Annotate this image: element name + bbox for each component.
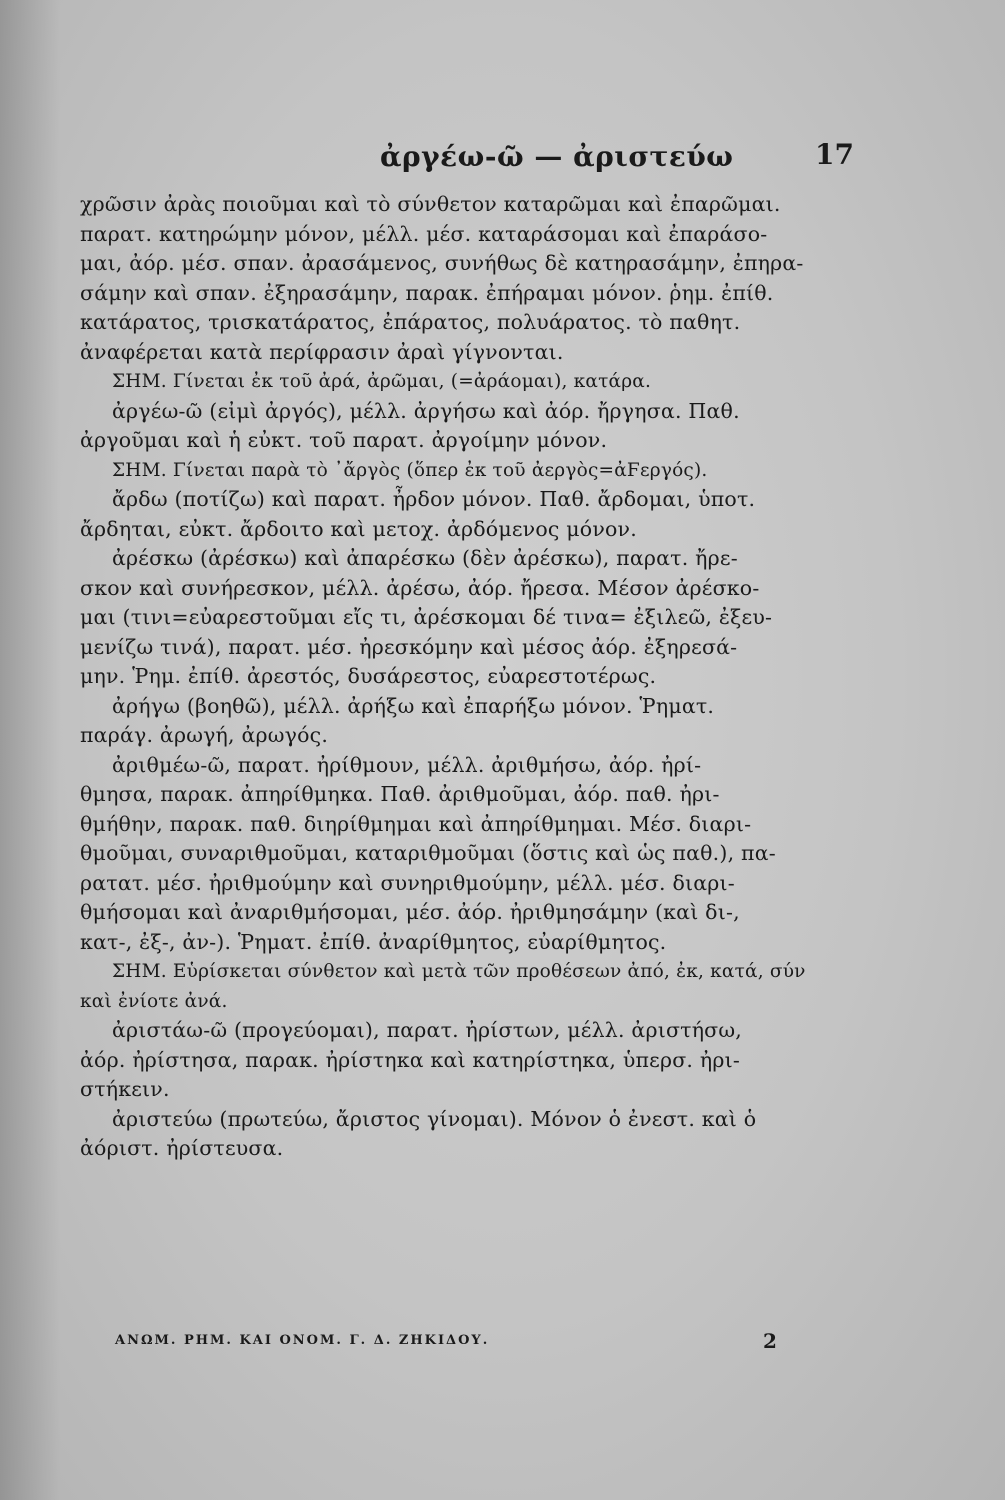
text-line: θμήθην, παρακ. παθ. διηρίθμημαι καὶ ἀπηρίθμημαι. Μέσ. διαρι- bbox=[80, 811, 752, 836]
text-line: μην. Ῥημ. ἐπίθ. ἀρεστός, δυσάρεστος, εὐαρεστοτέρως. bbox=[80, 664, 657, 688]
text-line: ἀόρ. ἠρίστησα, παρακ. ἠρίστηκα καὶ κατηρίστηκα, ὑπερσ. ἠρι- bbox=[80, 1047, 740, 1072]
text-line: ἀναφέρεται κατὰ περίφρασιν ἀραὶ γίγνονται. bbox=[80, 339, 564, 364]
page-header bbox=[80, 140, 880, 176]
text-line: παρατ. κατηρώμην μόνον, μέλλ. μέσ. καταράσομαι καὶ ἐπαράσο- bbox=[80, 221, 768, 246]
text-line: μαι (τινι=εὐαρεστοῦμαι εἴς τι, ἀρέσκομαι δέ τινα= ἐξιλεῶ, ἐξευ- bbox=[80, 605, 773, 629]
note-line: ΣΗΜ. Γίνεται παρὰ τὸ ᾿ἄργὸς (ὅπερ ἐκ τοῦ ἀεργὸς=ἀϜεργός). bbox=[112, 459, 708, 481]
entry-headword-line: ἀριστάω-ῶ (προγεύομαι), παρατ. ἠρίστων, μέλλ. ἀριστήσω, bbox=[112, 1018, 743, 1042]
text-line: παράγ. ἀρωγή, ἀρωγός. bbox=[80, 723, 329, 747]
running-head: ἀργέω-ῶ — ἀριστεύω bbox=[380, 140, 734, 173]
page-footer bbox=[115, 1329, 795, 1357]
note-line: ΣΗΜ. Εὑρίσκεται σύνθετον καὶ μετὰ τῶν προθέσεων ἀπό, ἐκ, κατά, σύν bbox=[112, 961, 806, 982]
text-line: κατ-, ἐξ-, ἀν-). Ῥηματ. ἐπίθ. ἀναρίθμητος, εὐαρίθμητος. bbox=[80, 929, 667, 954]
entry-headword-line: ἀριστεύω (πρωτεύω, ἄριστος γίνομαι). Μόνον ὁ ἐνεστ. καὶ ὁ bbox=[112, 1106, 757, 1131]
signature-mark: 2 bbox=[763, 1329, 777, 1353]
text-line: μαι, ἀόρ. μέσ. σπαν. ἀρασάμενος, συνήθως δὲ κατηρασάμην, ἐπηρα- bbox=[80, 251, 804, 275]
text-line: κατάρατος, τρισκατάρατος, ἐπάρατος, πολυάρατος. τὸ παθητ. bbox=[80, 310, 741, 334]
text-line: σκον καὶ συνήρεσκον, μέλλ. ἀρέσω, ἀόρ. ἤρεσα. Μέσον ἀρέσκο- bbox=[80, 575, 760, 600]
note-line: ΣΗΜ. Γίνεται ἐκ τοῦ ἀρά, ἀρῶμαι, (=ἀράομαι), κατάρα. bbox=[112, 371, 652, 392]
page-edge-shadow bbox=[0, 0, 60, 1500]
dictionary-text bbox=[80, 190, 850, 1164]
text-line: μενίζω τινά), παρατ. μέσ. ἠρεσκόμην καὶ μέσος ἀόρ. ἐξηρεσά- bbox=[80, 634, 738, 659]
text-line: σάμην καὶ σπαν. ἐξηρασάμην, παρακ. ἐπήραμαι μόνον. ῥημ. ἐπίθ. bbox=[80, 280, 774, 305]
page-number: 17 bbox=[815, 138, 854, 171]
text-line: θμήσομαι καὶ ἀναριθμήσομαι, μέσ. ἀόρ. ἠριθμησάμην (καὶ δι-, bbox=[80, 900, 740, 924]
text-line: ρατατ. μέσ. ἠριθμούμην καὶ συνηριθμούμην, μέλλ. μέσ. διαρι- bbox=[80, 870, 735, 895]
text-line: θμησα, παρακ. ἀπηρίθμηκα. Παθ. ἀριθμοῦμαι, ἀόρ. παθ. ἠρι- bbox=[80, 782, 720, 806]
footer-imprint: ΑΝΩΜ. ΡΗΜ. ΚΑΙ ΟΝΟΜ. Γ. Δ. ΖΗΚΙΔΟΥ. bbox=[115, 1333, 490, 1348]
text-line: ἀργοῦμαι καὶ ἡ εὐκτ. τοῦ παρατ. ἀργοίμην μόνον. bbox=[80, 428, 608, 452]
text-line: στήκειν. bbox=[80, 1077, 170, 1101]
entry-headword-line: ἀργέω-ῶ (εἰμὶ ἀργός), μέλλ. ἀργήσω καὶ ἀόρ. ἤργησα. Παθ. bbox=[112, 398, 740, 423]
text-line: ἀόριστ. ἠρίστευσα. bbox=[80, 1136, 284, 1160]
entry-headword-line: ἀρήγω (βοηθῶ), μέλλ. ἀρήξω καὶ ἐπαρήξω μόνον. Ῥηματ. bbox=[112, 693, 715, 718]
text-line: θμοῦμαι, συναριθμοῦμαι, καταριθμοῦμαι (ὅστις καὶ ὡς παθ.), πα- bbox=[80, 841, 776, 865]
entry-headword-line: ἀρέσκω (ἀρέσκω) καὶ ἀπαρέσκω (δὲν ἀρέσκω), παρατ. ἤρε- bbox=[112, 546, 738, 570]
text-line: ἄρδηται, εὐκτ. ἄρδοιτο καὶ μετοχ. ἀρδόμενος μόνον. bbox=[80, 516, 637, 541]
text-line: χρῶσιν ἀρὰς ποιοῦμαι καὶ τὸ σύνθετον καταρῶμαι καὶ ἐπαρῶμαι. bbox=[80, 192, 781, 216]
entry-headword-line: ἀριθμέω-ῶ, παρατ. ἠρίθμουν, μέλλ. ἀριθμήσω, ἀόρ. ἠρί- bbox=[112, 752, 702, 777]
entry-headword-line: ἄρδω (ποτίζω) καὶ παρατ. ἦρδον μόνον. Παθ. ἄρδομαι, ὑποτ. bbox=[112, 487, 756, 511]
note-line: καὶ ἐνίοτε ἀνά. bbox=[80, 990, 228, 1012]
